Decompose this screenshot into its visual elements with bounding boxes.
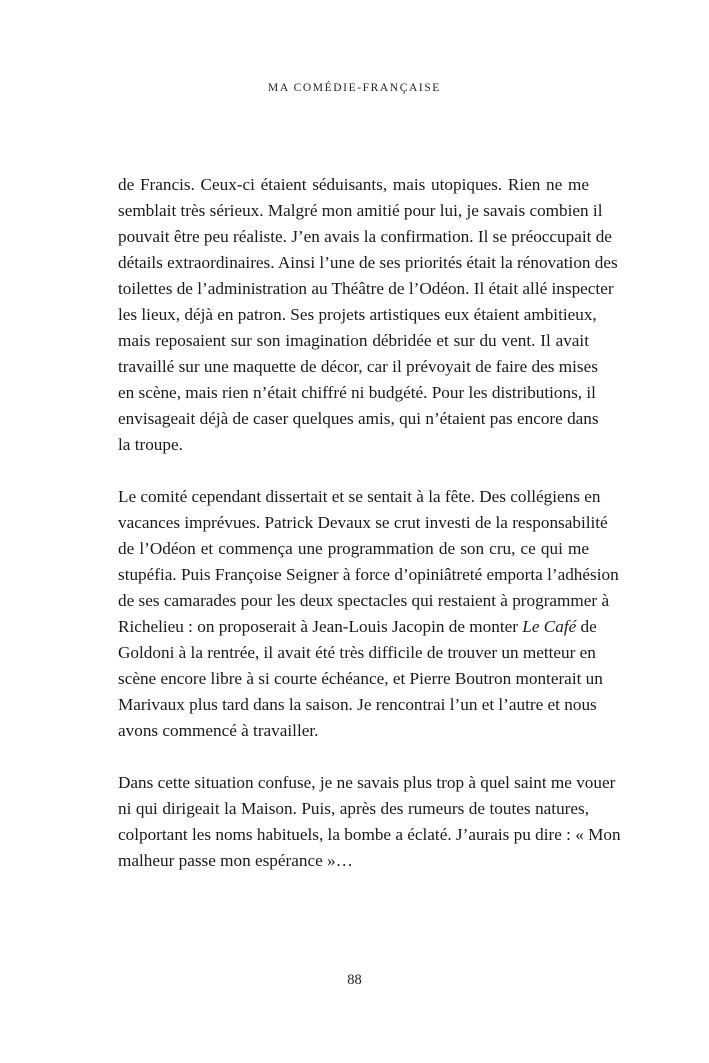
text-line: Dans cette situation confuse, je ne savais plus trop à quel saint me vouer xyxy=(118,773,616,792)
text-line: Marivaux plus tard dans la saison. Je rencontrai l’un et l’autre et nous xyxy=(118,695,597,714)
text-line: de ses camarades pour les deux spectacles qui restaient à programmer à xyxy=(118,591,610,610)
text-line: les lieux, déjà en patron. Ses projets artistiques eux étaient ambitieux, xyxy=(118,305,597,324)
text-line: Le comité cependant dissertait et se sentait à la fête. Des collégiens en xyxy=(118,487,601,506)
text-line: scène encore libre à si courte échéance, et Pierre Boutron monterait un xyxy=(118,669,603,688)
text-line: pouvait être peu réaliste. J’en avais la confirmation. Il se préoccupait de xyxy=(118,227,612,246)
paragraph-2 xyxy=(118,484,619,744)
text-line: semblait très sérieux. Malgré mon amitié pour lui, je savais combien il xyxy=(118,201,603,220)
text-line: stupéfia. Puis Françoise Seigner à force d’opiniâtreté emporta l’adhésion xyxy=(118,565,619,584)
text-line: mais reposaient sur son imagination débridée et sur du vent. Il avait xyxy=(118,331,589,350)
paragraph-1 xyxy=(118,172,618,458)
work-title: Le Café xyxy=(522,617,577,636)
body-text xyxy=(118,172,621,874)
text-line-with-title xyxy=(118,614,597,640)
text-line: vacances imprévues. Patrick Devaux se crut investi de la responsabilité xyxy=(118,513,608,532)
text-line: toilettes de l’administration au Théâtre de l’Odéon. Il était allé inspecter xyxy=(118,279,614,298)
running-head: MA COMÉDIE-FRANÇAISE xyxy=(268,82,441,94)
text-line: en scène, mais rien n’était chiffré ni budgété. Pour les distributions, il xyxy=(118,383,596,402)
text-line: avons commencé à travailler. xyxy=(118,721,319,740)
text-line: la troupe. xyxy=(118,435,183,454)
text-line: colportant les noms habituels, la bombe a éclaté. J’aurais pu dire : « Mon xyxy=(118,825,621,844)
text-line: travaillé sur une maquette de décor, car il prévoyait de faire des mises xyxy=(118,357,598,376)
paragraph-gap xyxy=(118,458,589,484)
text-line: détails extraordinaires. Ainsi l’une de ses priorités était la rénovation des xyxy=(118,253,618,272)
text-line: de l’Odéon et commença une programmation de son cru, ce qui me xyxy=(118,539,589,558)
text-line: de Francis. Ceux-ci étaient séduisants, mais utopiques. Rien ne me xyxy=(118,175,589,194)
text-line: Goldoni à la rentrée, il avait été très difficile de trouver un metteur en xyxy=(118,643,596,662)
text-segment: Richelieu : on proposerait à Jean-Louis Jacopin de monter xyxy=(118,617,523,636)
text-segment: de xyxy=(576,617,597,636)
text-line: malheur passe mon espérance »… xyxy=(118,851,353,870)
text-line: ni qui dirigeait la Maison. Puis, après des rumeurs de toutes natures, xyxy=(118,799,589,818)
text-line: envisageait déjà de caser quelques amis, qui n’étaient pas encore dans xyxy=(118,409,599,428)
paragraph-gap xyxy=(118,744,589,770)
paragraph-3 xyxy=(118,770,621,874)
page-number: 88 xyxy=(347,972,362,988)
